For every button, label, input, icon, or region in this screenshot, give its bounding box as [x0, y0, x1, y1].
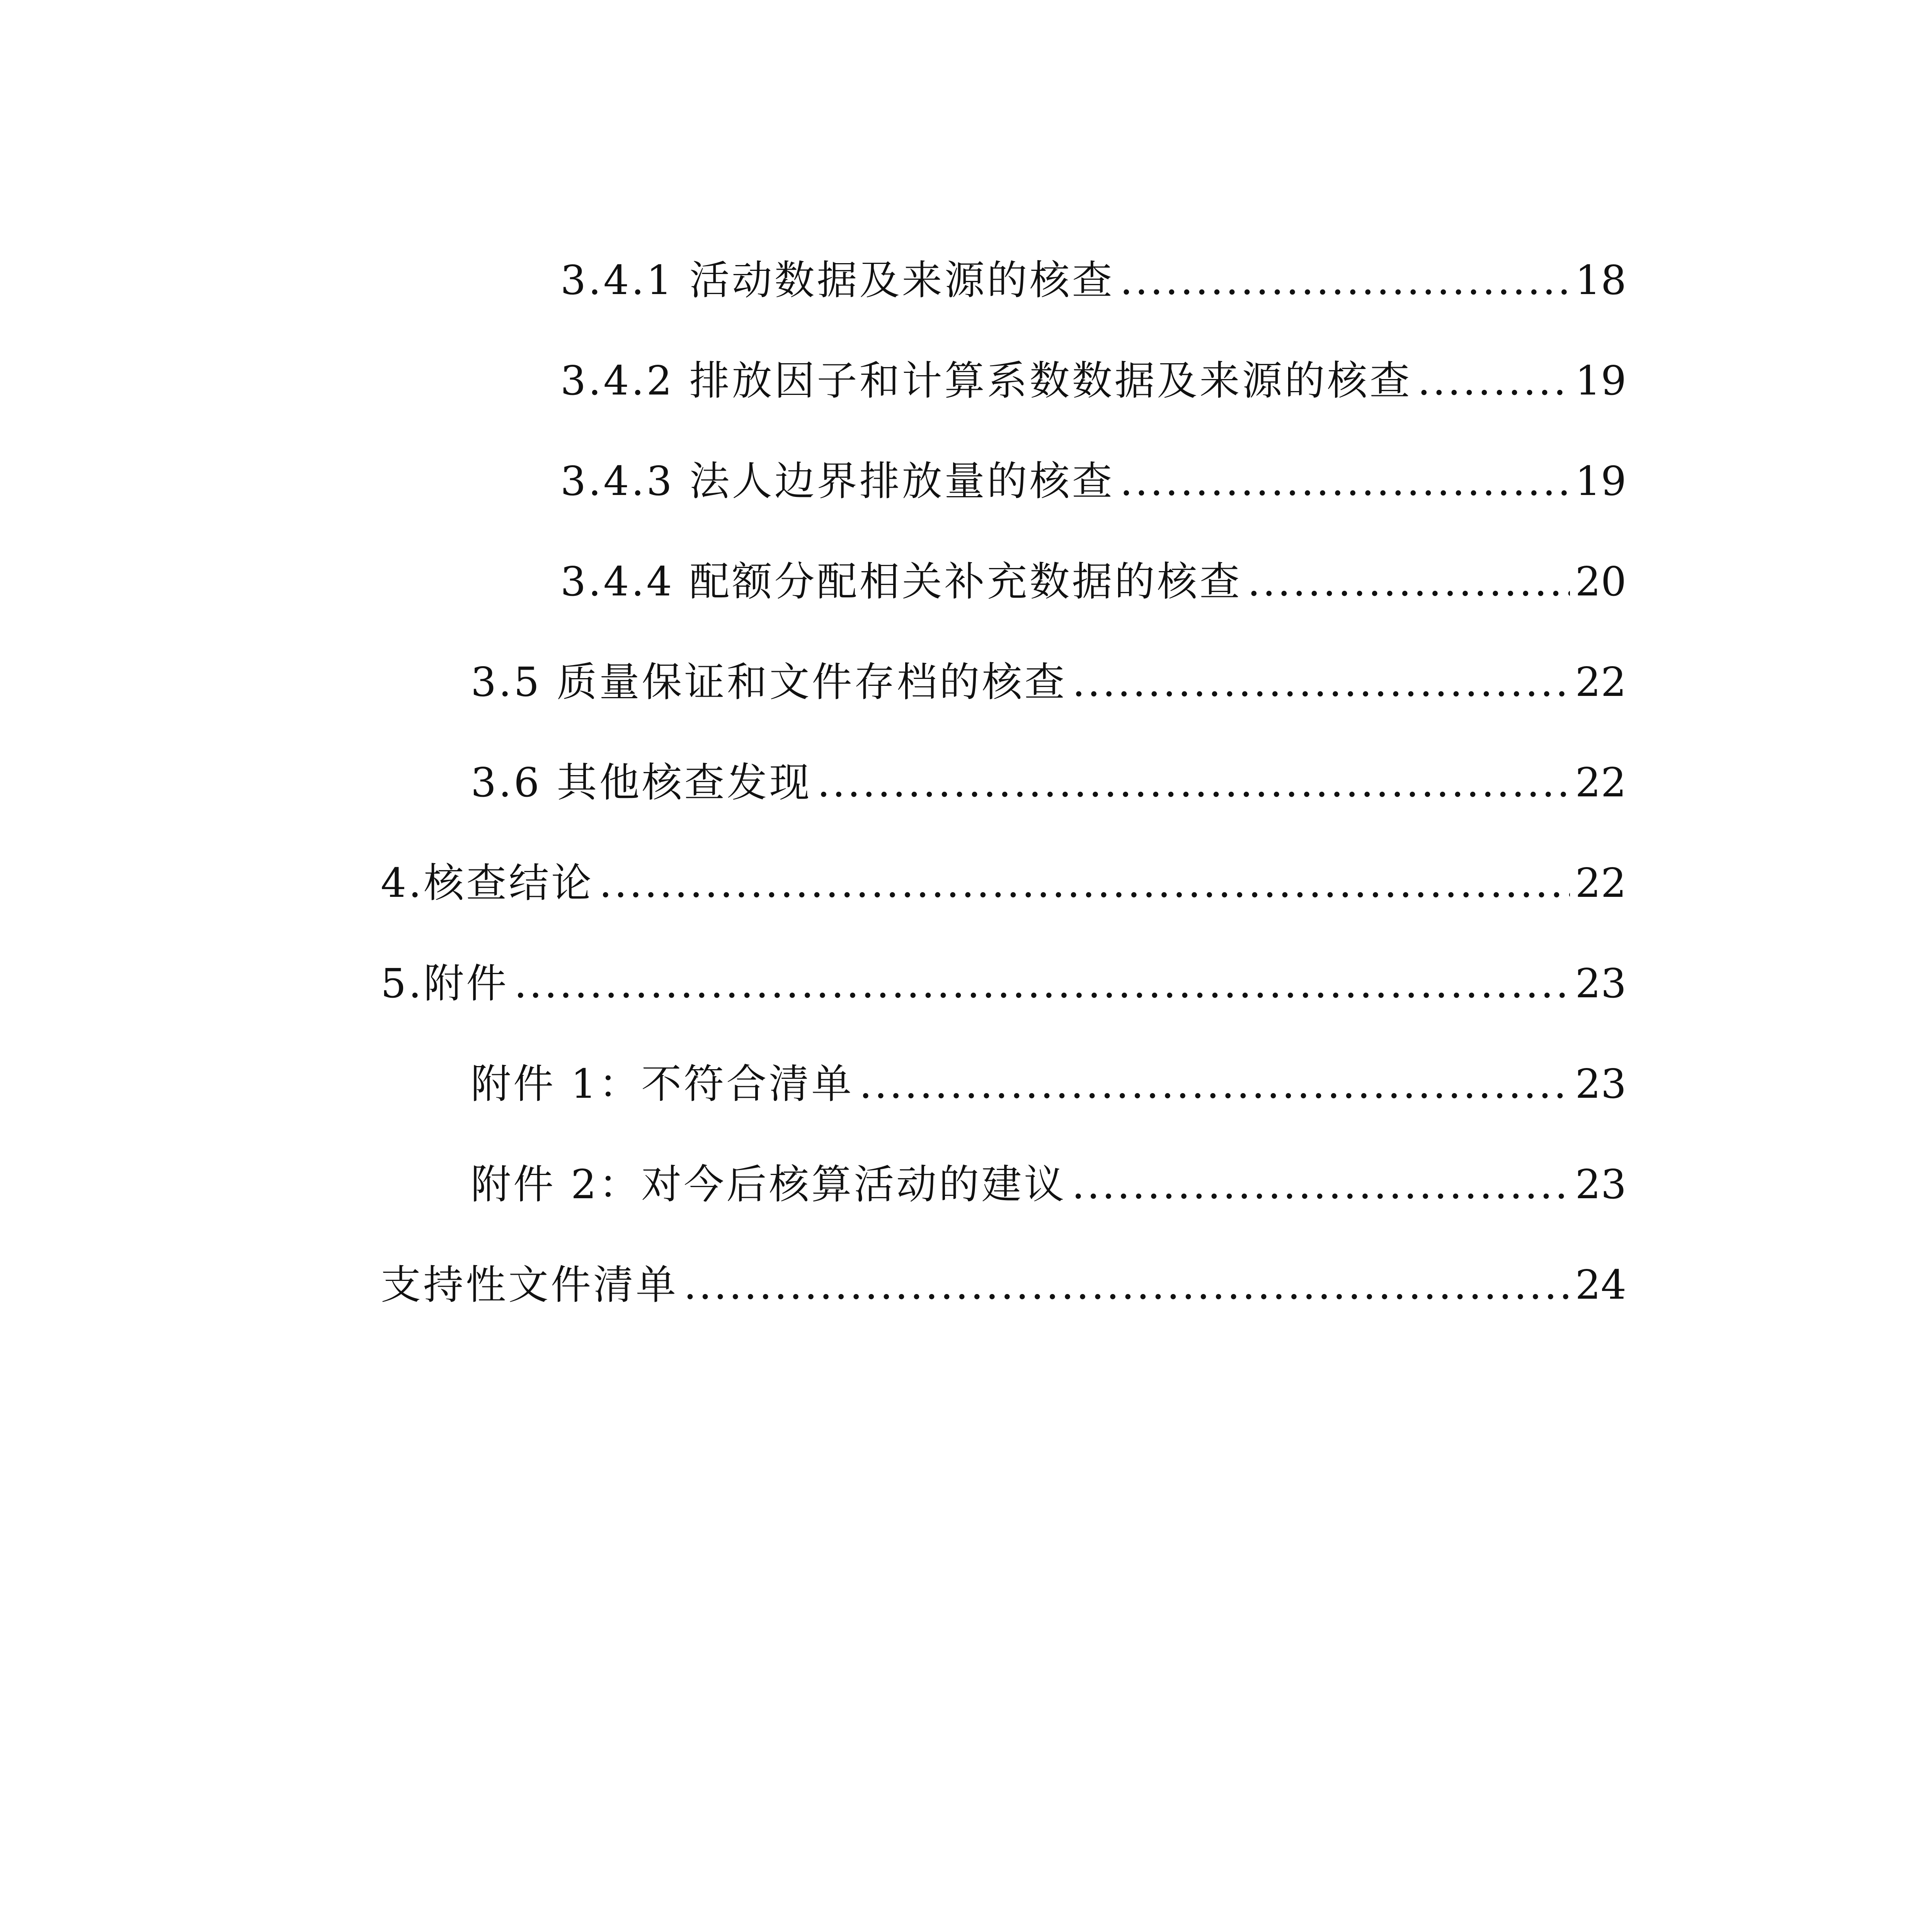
toc-entry-page: 22: [1575, 759, 1626, 806]
toc-entry-page: 18: [1575, 257, 1626, 304]
toc-entry-title: 3.5 质量保证和文件存档的核查: [471, 658, 1067, 706]
toc-entry-title: 支持性文件清单: [381, 1261, 679, 1308]
toc-leader-dots: [599, 856, 1570, 910]
toc-entry[interactable]: [471, 1157, 1626, 1211]
toc-entry[interactable]: [560, 354, 1626, 408]
toc-leader-dots: [514, 956, 1570, 1010]
toc-entry-title: 附件 1：不符合清单: [471, 1060, 854, 1107]
toc-entry[interactable]: [560, 454, 1626, 508]
toc-leader-dots: [1120, 454, 1570, 508]
toc-leader-dots: [684, 1258, 1570, 1312]
toc-leader-dots: [859, 1057, 1570, 1111]
toc-entry[interactable]: [471, 755, 1626, 810]
toc-leader-dots: [1418, 354, 1570, 408]
toc-entry[interactable]: [560, 554, 1626, 609]
toc-entry-title: 3.6 其他核查发现: [471, 759, 812, 806]
toc-entry[interactable]: [381, 956, 1626, 1010]
toc-entry-title: 3.4.1 活动数据及来源的核查: [560, 257, 1115, 304]
toc-entry-page: 23: [1575, 1161, 1626, 1208]
toc-entry-title: 4.核查结论: [381, 859, 594, 906]
toc-entry-page: 20: [1575, 558, 1626, 605]
toc-leader-dots: [1072, 655, 1570, 709]
toc-entry[interactable]: [471, 655, 1626, 709]
toc-leader-dots: [1120, 253, 1570, 307]
toc-entry[interactable]: [381, 1258, 1626, 1312]
toc-entry-title: 3.4.3 法人边界排放量的核查: [560, 457, 1115, 505]
toc-entry-page: 19: [1575, 357, 1626, 404]
toc-leader-dots: [1072, 1157, 1570, 1211]
toc-entry[interactable]: [471, 1057, 1626, 1111]
toc-entry-page: 23: [1575, 960, 1626, 1007]
toc-entry-page: 23: [1575, 1060, 1626, 1107]
toc-entry-title: 5.附件: [381, 960, 509, 1007]
toc-entry-title: 3.4.2 排放因子和计算系数数据及来源的核查: [560, 357, 1412, 404]
toc-leader-dots: [1248, 554, 1570, 609]
toc-entry-page: 22: [1575, 859, 1626, 906]
toc-entry[interactable]: [381, 856, 1626, 910]
toc-entry[interactable]: [560, 253, 1626, 307]
toc-entry-page: 19: [1575, 457, 1626, 505]
toc-entry-page: 22: [1575, 658, 1626, 706]
toc-entry-page: 24: [1575, 1261, 1626, 1308]
toc-entry-title: 3.4.4 配额分配相关补充数据的核查: [560, 558, 1242, 605]
toc-entry-title: 附件 2：对今后核算活动的建议: [471, 1161, 1067, 1208]
toc-leader-dots: [817, 755, 1570, 810]
